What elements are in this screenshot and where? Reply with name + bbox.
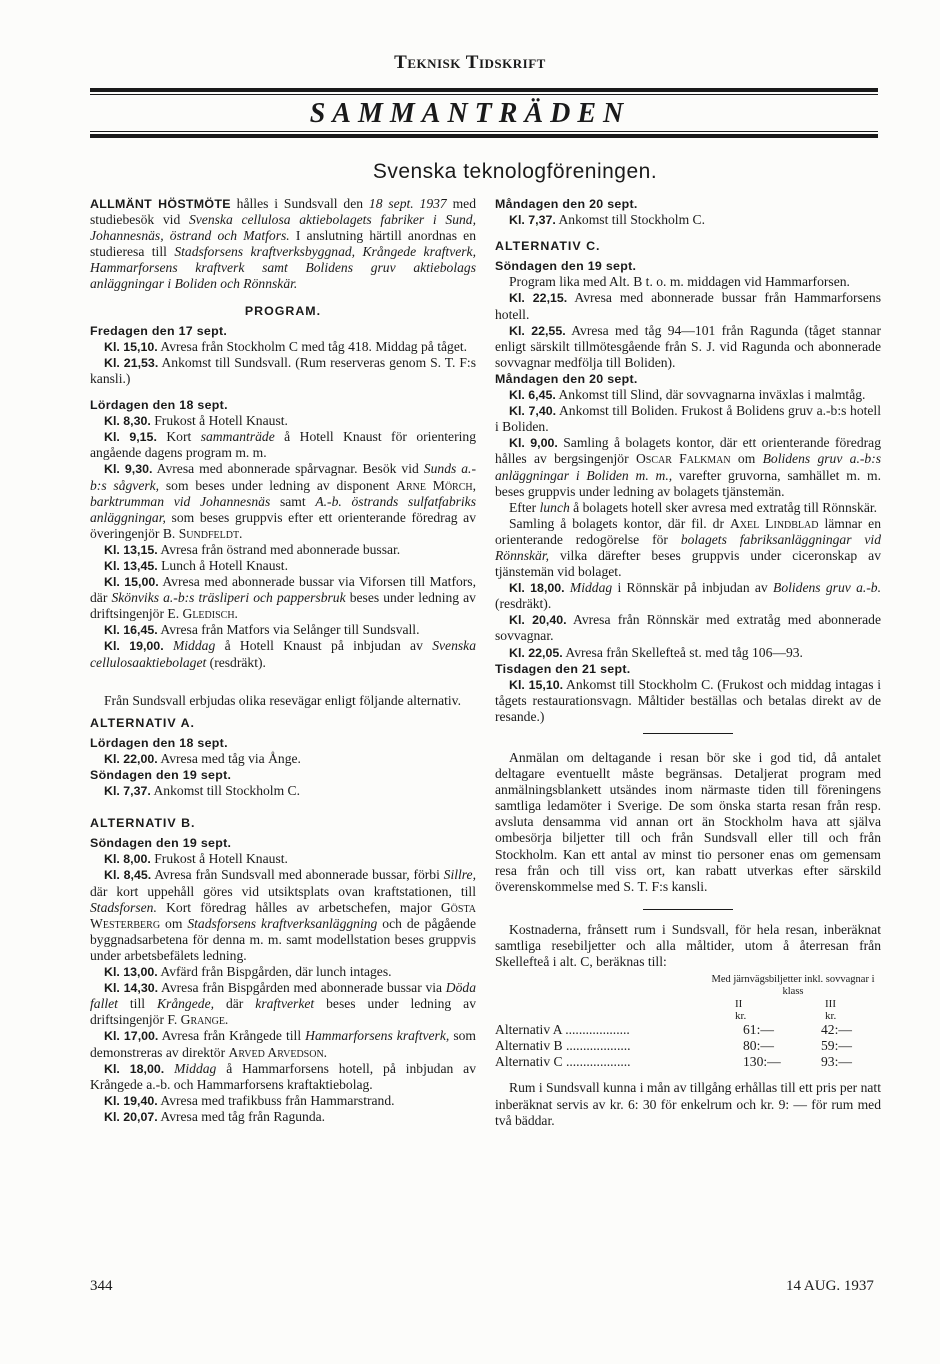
schedule-item: Program lika med Alt. B t. o. m. middagen vid Hammarforsen. [509,274,850,290]
schedule-item: Kl. 15,10. Ankomst till Stockholm C. (Frukost och middag intagas i tågets restaurationsvagn. Måltider beställas och betalas direkt av de resande.) [495,676,881,724]
schedule-item: Kl. 20,07. Avresa med tåg från Ragunda. [104,1108,326,1124]
schedule-item: Kl. 14,30. Avresa från Bispgården med abonnerade bussar via Döda fallet till Krångede, där kraftverket beses under ledning av driftsingenjör F. Grange. [90,980,477,1028]
schedule-item: Kl. 6,45. Ankomst till Slind, där sovvagnarna inväxlas i malmtåg. [509,387,866,403]
right-column [495,196,881,1129]
schedule-item: Kl. 15,10. Avresa från Stockholm C med tåg 418. Middag på tåget. [104,338,468,354]
schedule-item: Kl. 16,45. Avresa från Matfors via Selånger till Sundsvall. [104,622,420,638]
schedule-item: Kl. 22,00. Avresa med tåg via Ånge. [104,750,301,766]
divider [643,909,733,910]
schedule-item: Kl. 8,45. Avresa från Sundsvall med abonnerade bussar, förbi Sillre, där kort uppehåll göres vid utsiktsplats ovan kraftstationen, till Stadsforsen. Kort föredrag hålles av arbetschefen, major Gösta Westerberg om Stadsforsens kraftverksanläggning och de pågående byggnadsarbetena för denna m. m. samt modellstation beses gruppvis under arbetsbefälets ledning. [90,867,476,963]
issue-date: 14 AUG. 1937 [786,1278,874,1294]
costs-row: Alternativ A ................... 61:— 42:— [495,1022,852,1038]
day-heading: Söndagen den 19 sept. [90,768,232,782]
routes-paragraph: Från Sundsvall erbjudas olika resevägar enligt följande alternativ. [104,692,461,708]
schedule-item: Kl. 9,00. Samling å bolagets kontor, där ett orienterande föredrag hålles av bergsingenjör Oscar Falkman om Bolidens gruv a.-b:s anläggningar i Boliden m. m., varefter gruvorna, samhället m. m. beses gruppvis under ledning av bolagets tjänstemän. [495,435,882,499]
schedule-item: Samling å bolagets kontor, där fil. dr Axel Lindblad lämnar en orienterande redogörelse för bolagets fabriksanläggningar vid Rönnskär, vilka därefter beses gruppvis under ciceronskap av tjänstemän vid bolaget. [495,515,882,580]
schedule-item: Kl. 22,15. Avresa med abonnerade bussar från Hammarforsens hotell. [495,290,881,322]
schedule-item: Kl. 8,00. Frukost å Hotell Knaust. [104,851,288,867]
schedule-item: Efter lunch å bolagets hotell sker avresa med extratåg till Rönnskär. [509,499,878,515]
schedule-item: Kl. 21,53. Ankomst till Sundsvall. (Rum reserveras genom S. T. F:s kansli.) [90,354,476,386]
left-column [90,196,476,1125]
day-heading: Fredagen den 17 sept. [90,323,228,338]
day-heading: Söndagen den 19 sept. [90,836,232,851]
schedule-item: Kl. 22,55. Avresa med tåg 94—101 från Ragunda (tåget stannar enligt särskilt tillmötesgående från S. J. vid Ragunda och abonnerade sovvagnar medfölja till Boliden). [495,322,881,370]
article-title: Svenska teknologföreningen. [372,160,658,183]
day-heading: Måndagen den 20 sept. [495,371,638,386]
alternative-heading: ALTERNATIV C. [495,239,601,254]
schedule-item: Kl. 19,00. Middag å Hotell Knaust på inbjudan av Svenska cellulosaaktiebolaget (resdräkt). [90,638,476,670]
day-heading: Lördagen den 18 sept. [90,398,228,413]
schedule-item: Kl. 13,00. Avfärd från Bispgården, där lunch intages. [104,964,392,980]
schedule-item: Kl. 9,15. Kort sammanträde å Hotell Knaust för orientering angående dagens program m. m. [90,429,476,461]
header-rule-top [90,88,878,92]
schedule-item: Kl. 13,45. Lunch å Hotell Knaust. [104,557,288,573]
costs-table [495,1022,881,1070]
schedule-item: Kl. 15,00. Avresa med abonnerade bussar via Viforsen till Matfors, där Skönviks a.-b:s träsliperi och pappersbruk beses under ledning av driftsingenjör E. Gledisch. [90,574,476,622]
schedule-item: Kl. 19,40. Avresa med trafikbuss från Hammarstrand. [104,1092,395,1108]
alternative-heading: ALTERNATIV A. [90,715,196,730]
costs-row: Alternativ C ................... 130:— 93:— [495,1054,852,1070]
header-rule-bottom-thin [90,131,878,132]
costs-column-head: Med järnvägsbiljetter inkl. sovvagnar i klass [711,974,875,998]
page-number: 344 [90,1278,113,1294]
class-3-label: III [825,998,836,1011]
header-rule-top-thin [90,94,878,95]
intro-lead: ALLMÄNT HÖSTMÖTE [90,197,231,211]
notice-paragraph: Anmälan om deltagande i resan bör ske i god tid, då antalet deltagare eventuellt måste begränsas. Detaljerat program med anmälningsblankett utsändes inom närmaste tiden till föreningens samtliga ledamöter i Sverige. De som önska starta resan från resp. avsluta densamma vid annan ort än Stockholm hava att själva ombesörja biljetter till och från Sundsvall eller till och från Stockholm. Kan ett antal av minst tio personer enas om gemensam resa från och till viss ort, kan rabatt utverkas efter särskild överenskommelse med S. T. F:s kansli. [495,750,881,894]
schedule-item: Kl. 9,30. Avresa med abonnerade spårvagnar. Besök vid Sunds a.-b:s sågverk, som beses under ledning av disponent Arne Mörch, barktrumman vid Johannesnäs samt A.-b. östrands sulfatfabriks anläggningar, som beses gruppvis efter ett orienterande föredrag av överingenjör B. Sundfeldt. [90,461,477,541]
alternative-heading: ALTERNATIV B. [90,816,196,831]
schedule-item: Kl. 7,40. Ankomst till Boliden. Frukost å Bolidens gruv a.-b:s hotell i Boliden. [495,403,881,435]
schedule-item: Kl. 8,30. Frukost å Hotell Knaust. [104,413,288,429]
costs-row: Alternativ B ................... 80:— 59:— [495,1038,852,1054]
day-heading: Tisdagen den 21 sept. [495,661,631,676]
costs-class-row [495,998,881,1010]
program-heading: PROGRAM. [244,303,322,318]
schedule-item: Kl. 20,40. Avresa från Rönnskär med extratåg med abonnerade sovvagnar. [495,612,881,644]
divider [643,733,733,734]
intro-paragraph: ALLMÄNT HÖSTMÖTE hålles i Sundsvall den 18 sept. 1937 med studiebesök vid Svenska cellulosa aktiebolagets fabriker i Sund, Johannesnäs, östrand och Matfors. I anslutning härtill anordnas en studieresa till Stadsforsens kraftverksbyggnad, Krångede kraftverk, Hammarforsens kraftverk samt Bolidens gruv aktiebolags anläggningar i Boliden och Rönnskär. [90,196,477,292]
schedule-item: Kl. 18,00. Middag å Hammarforsens hotell, på inbjudan av Krångede a.-b. och Hammarforsens kraftaktiebolag. [90,1060,476,1092]
schedule-item: Kl. 13,15. Avresa från östrand med abonnerade bussar. [104,541,401,557]
costs-unit-row [495,1010,881,1022]
day-heading: Måndagen den 20 sept. [495,197,638,211]
class-2-label: II [735,998,743,1011]
unit-label: kr. [735,1010,747,1023]
schedule-item: Kl. 17,00. Avresa från Krångede till Hammarforsens kraftverk, som demonstreras av direktör Arved Arvedson. [90,1028,476,1060]
schedule-item: Kl. 7,37. Ankomst till Stockholm C. [509,212,706,228]
journal-header: Teknisk Tidskrift [394,52,546,73]
rooms-paragraph: Rum i Sundsvall kunna i mån av tillgång erhållas till ett pris per natt inberäknat servis av kr. 6: 30 för enkelrum och kr. 9: — för rum med två bäddar. [495,1080,881,1128]
schedule-item: Kl. 7,37. Ankomst till Stockholm C. [104,783,301,799]
costs-intro: Kostnaderna, frånsett rum i Sundsvall, för hela resan, inberäknat samtliga resebiljetter och alla måltider, utom å återresan från Skellefteå i alt. C, beräknas till: [495,921,881,970]
day-heading: Söndagen den 19 sept. [495,259,637,274]
header-rule-bottom [90,134,878,138]
schedule-item: Kl. 18,00. Middag i Rönnskär på inbjudan av Bolidens gruv a.-b. (resdräkt). [495,580,881,612]
section-title: SAMMANTRÄDEN [309,98,631,129]
unit-label: kr. [825,1010,837,1023]
schedule-item: Kl. 22,05. Avresa från Skellefteå st. med tåg 106—93. [509,644,803,660]
day-heading: Lördagen den 18 sept. [90,735,228,750]
